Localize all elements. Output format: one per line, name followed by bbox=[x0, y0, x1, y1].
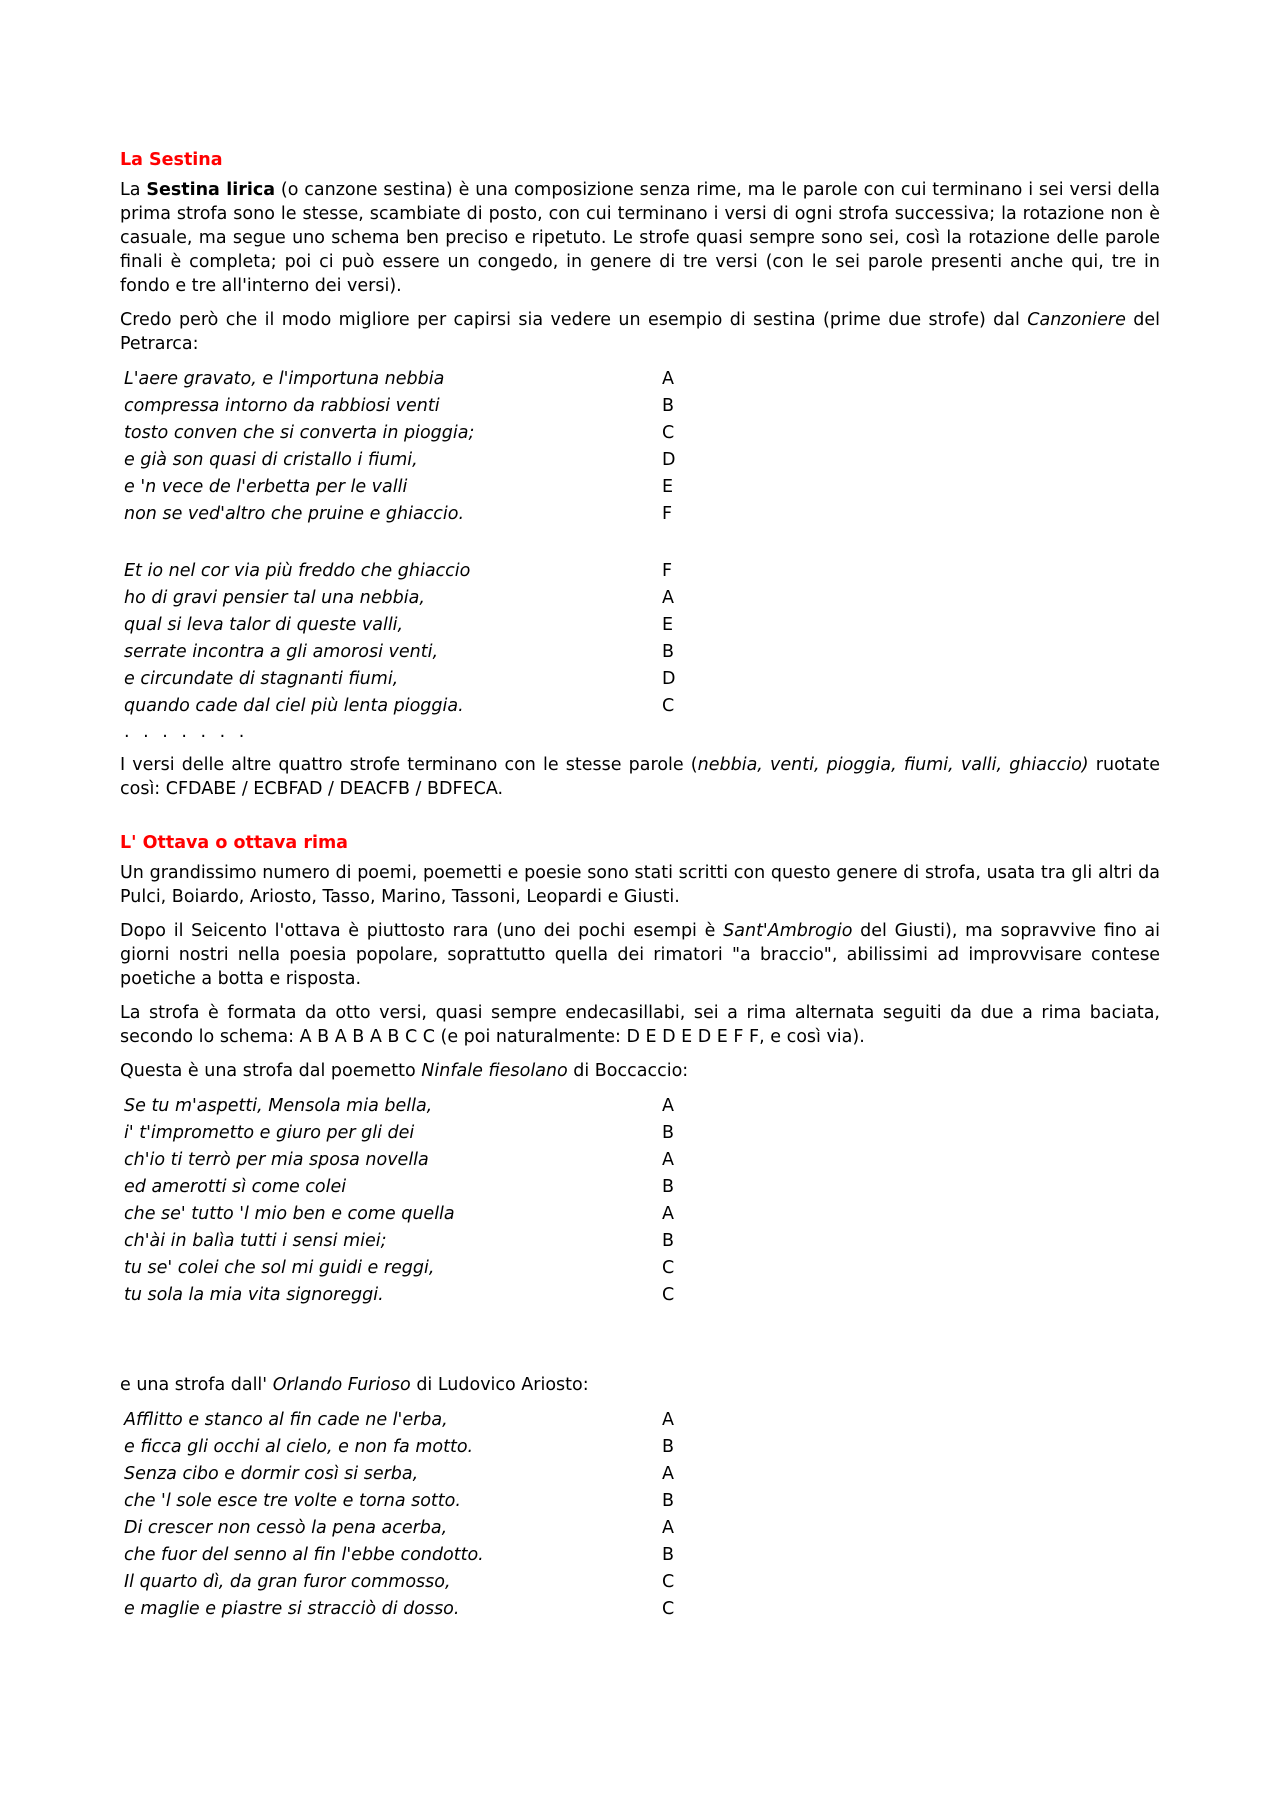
verse-line bbox=[124, 1488, 1160, 1515]
ottava-paragraph-2 bbox=[120, 919, 1160, 991]
verse-line bbox=[124, 501, 1160, 528]
verse-text: che fuor del senno al fin l'ebbe condotto. bbox=[124, 1545, 484, 1565]
rhyme-letter: A bbox=[662, 1518, 674, 1538]
sestina-paragraph-1 bbox=[120, 178, 1160, 298]
rhyme-letter: A bbox=[662, 1464, 674, 1484]
verse-text: e ficca gli occhi al cielo, e non fa motto. bbox=[124, 1437, 474, 1457]
rhyme-letter: E bbox=[662, 477, 674, 497]
verse-text: Il quarto dì, da gran furor commosso, bbox=[124, 1572, 451, 1592]
rhyme-letter: A bbox=[662, 1150, 674, 1170]
sestina-paragraph-3 bbox=[120, 753, 1160, 801]
ottava-section bbox=[120, 831, 1160, 1623]
verse-text: quando cade dal ciel più lenta pioggia. bbox=[124, 696, 464, 716]
verse-text: e circundate di stagnanti fiumi, bbox=[124, 669, 399, 689]
verse-line bbox=[124, 1434, 1160, 1461]
italic-words: nebbia, venti, pioggia, fiumi, valli, ghiaccio) bbox=[697, 755, 1089, 775]
rhyme-letter: B bbox=[662, 1545, 675, 1565]
ottava-paragraph-1: Un grandissimo numero di poemi, poemetti e poesie sono stati scritti con questo genere di strofa, usata tra gli altri da Pulci, Boiardo, Ariosto, Tasso, Marino, Tassoni, Leopardi e Giusti. bbox=[120, 863, 1160, 907]
rhyme-letter: C bbox=[662, 1258, 675, 1278]
verse-line bbox=[124, 1282, 1160, 1309]
verse-text: e maglie e piastre si stracciò di dosso. bbox=[124, 1599, 460, 1619]
rhyme-letter: B bbox=[662, 1437, 675, 1457]
verse-text: L'aere gravato, e l'importuna nebbia bbox=[124, 369, 445, 389]
sestina-stanza-1 bbox=[124, 366, 1160, 528]
verse-line bbox=[124, 447, 1160, 474]
verse-text: ch'ài in balìa tutti i sensi miei; bbox=[124, 1231, 387, 1251]
verse-text: che 'l sole esce tre volte e torna sotto. bbox=[124, 1491, 461, 1511]
italic-title: Ninfale fiesolano bbox=[421, 1061, 568, 1081]
rhyme-letter: A bbox=[662, 588, 674, 608]
verse-text: ho di gravi pensier tal una nebbia, bbox=[124, 588, 425, 608]
verse-text: Di crescer non cessò la pena acerba, bbox=[124, 1518, 448, 1538]
rhyme-letter: C bbox=[662, 1599, 675, 1619]
rhyme-letter: D bbox=[662, 669, 676, 689]
verse-line bbox=[124, 1515, 1160, 1542]
verse-text: e 'n vece de l'erbetta per le valli bbox=[124, 477, 408, 497]
rhyme-letter: F bbox=[662, 504, 673, 524]
verse-line bbox=[124, 666, 1160, 693]
verse-text: compressa intorno da rabbiosi venti bbox=[124, 396, 440, 416]
verse-text: che se' tutto 'l mio ben e come quella bbox=[124, 1204, 455, 1224]
italic-title: Sant'Ambrogio bbox=[723, 921, 853, 941]
italic-title: Canzoniere bbox=[1027, 310, 1126, 330]
verse-text: Afflitto e stanco al fin cade ne l'erba, bbox=[124, 1410, 448, 1430]
verse-line bbox=[124, 1569, 1160, 1596]
rhyme-letter: A bbox=[662, 1096, 674, 1116]
verse-text: serrate incontra a gli amorosi venti, bbox=[124, 642, 439, 662]
verse-line bbox=[124, 612, 1160, 639]
verse-text: non se ved'altro che pruine e ghiaccio. bbox=[124, 504, 465, 524]
rhyme-letter: C bbox=[662, 1285, 675, 1305]
verse-text: tu sola la mia vita signoreggi. bbox=[124, 1285, 384, 1305]
section-title-sestina: La Sestina bbox=[120, 150, 223, 170]
stanza-gap bbox=[120, 528, 1160, 558]
text-span: di Ludovico Ariosto: bbox=[410, 1375, 589, 1395]
bold-term: Sestina lirica bbox=[146, 180, 276, 200]
verse-text: tosto conven che si converta in pioggia; bbox=[124, 423, 475, 443]
ellipsis-dots: . . . . . . . bbox=[124, 722, 249, 742]
verse-text: i' t'imprometto e giuro per gli dei bbox=[124, 1123, 415, 1143]
verse-text: ch'io ti terrò per mia sposa novella bbox=[124, 1150, 429, 1170]
rhyme-letter: B bbox=[662, 1123, 675, 1143]
verse-line bbox=[124, 1228, 1160, 1255]
verse-line bbox=[124, 1461, 1160, 1488]
rhyme-letter: B bbox=[662, 642, 675, 662]
verse-line bbox=[124, 1255, 1160, 1282]
verse-line bbox=[124, 474, 1160, 501]
ottava-paragraph-4 bbox=[120, 1059, 1160, 1083]
verse-line bbox=[124, 393, 1160, 420]
rhyme-letter: A bbox=[662, 1410, 674, 1430]
text-span: ruotate così: CFDABE / ECBFAD / DEACFB / BDFECA. bbox=[120, 755, 1160, 799]
rhyme-letter: C bbox=[662, 1572, 675, 1592]
verse-line bbox=[124, 1147, 1160, 1174]
text-span: La bbox=[120, 180, 147, 200]
sestina-paragraph-2 bbox=[120, 308, 1160, 356]
rhyme-letter: A bbox=[662, 369, 674, 389]
verse-line bbox=[124, 1201, 1160, 1228]
verse-text: Senza cibo e dormir così si serba, bbox=[124, 1464, 419, 1484]
verse-line bbox=[124, 1596, 1160, 1623]
rhyme-letter: B bbox=[662, 1231, 675, 1251]
verse-line bbox=[124, 585, 1160, 612]
text-span: Questa è una strofa dal poemetto bbox=[120, 1061, 422, 1081]
rhyme-letter: E bbox=[662, 615, 674, 635]
verse-line bbox=[124, 1407, 1160, 1434]
verse-line bbox=[124, 639, 1160, 666]
verse-text: qual si leva talor di queste valli, bbox=[124, 615, 404, 635]
verse-text: Se tu m'aspetti, Mensola mia bella, bbox=[124, 1096, 433, 1116]
document-page bbox=[120, 148, 1160, 1623]
verse-line bbox=[124, 558, 1160, 585]
verse-line bbox=[124, 366, 1160, 393]
text-span: del Petrarca: bbox=[120, 310, 1160, 354]
rhyme-letter: C bbox=[662, 696, 675, 716]
rhyme-letter: B bbox=[662, 396, 675, 416]
rhyme-letter: A bbox=[662, 1204, 674, 1224]
section-title-ottava: L' Ottava o ottava rima bbox=[120, 833, 348, 853]
verse-text: Et io nel cor via più freddo che ghiaccio bbox=[124, 561, 471, 581]
verse-line bbox=[124, 1174, 1160, 1201]
verse-line bbox=[124, 420, 1160, 447]
rhyme-letter: C bbox=[662, 423, 675, 443]
rhyme-letter: B bbox=[662, 1177, 675, 1197]
verse-line bbox=[124, 1120, 1160, 1147]
text-span: I versi delle altre quattro strofe terminano con le stesse parole ( bbox=[120, 755, 698, 775]
ottava-stanza-ariosto bbox=[124, 1407, 1160, 1623]
verse-line bbox=[124, 1093, 1160, 1120]
verse-line bbox=[124, 693, 1160, 720]
text-span: Dopo il Seicento l'ottava è piuttosto rara (uno dei pochi esempi è bbox=[120, 921, 724, 941]
text-span: del Giusti), ma sopravvive fino ai giorni nostri nella poesia popolare, soprattutto quella dei rimatori "a braccio", abilissimi ad improvvisare contese poetiche a botta e risposta. bbox=[120, 921, 1160, 989]
italic-title: Orlando Furioso bbox=[272, 1375, 411, 1395]
rhyme-letter: D bbox=[662, 450, 676, 470]
text-span: di Boccaccio: bbox=[567, 1061, 689, 1081]
rhyme-letter: B bbox=[662, 1491, 675, 1511]
verse-text: e già son quasi di cristallo i fiumi, bbox=[124, 450, 418, 470]
text-span: e una strofa dall' bbox=[120, 1375, 273, 1395]
vertical-spacer bbox=[120, 1309, 1160, 1373]
verse-text: tu se' colei che sol mi guidi e reggi, bbox=[124, 1258, 435, 1278]
ottava-paragraph-5 bbox=[120, 1373, 1160, 1397]
text-span: Credo però che il modo migliore per capirsi sia vedere un esempio di sestina (prime due strofe) dal bbox=[120, 310, 1028, 330]
rhyme-letter: F bbox=[662, 561, 673, 581]
verse-line bbox=[124, 1542, 1160, 1569]
verse-text: ed amerotti sì come colei bbox=[124, 1177, 347, 1197]
text-span: (o canzone sestina) è una composizione senza rime, ma le parole con cui terminano i sei versi della prima strofa sono le stesse, scambiate di posto, con cui terminano i versi di ogni strofa successiva; la rotazione non è casuale, ma segue uno schema ben preciso e ripetuto. Le strofe quasi sempre sono sei, così la rotazione delle parole finali è completa; poi ci può essere un congedo, in genere di tre versi (con le sei parole presenti anche qui, tre in fondo e tre all'interno dei versi). bbox=[120, 180, 1160, 296]
ottava-stanza-boccaccio bbox=[124, 1093, 1160, 1309]
sestina-stanza-2 bbox=[124, 558, 1160, 720]
ottava-paragraph-3: La strofa è formata da otto versi, quasi sempre endecasillabi, sei a rima alternata seguiti da due a rima baciata, secondo lo schema: A B A B A B C C (e poi naturalmente: D E D E D E F F, e così via). bbox=[120, 1003, 1160, 1047]
